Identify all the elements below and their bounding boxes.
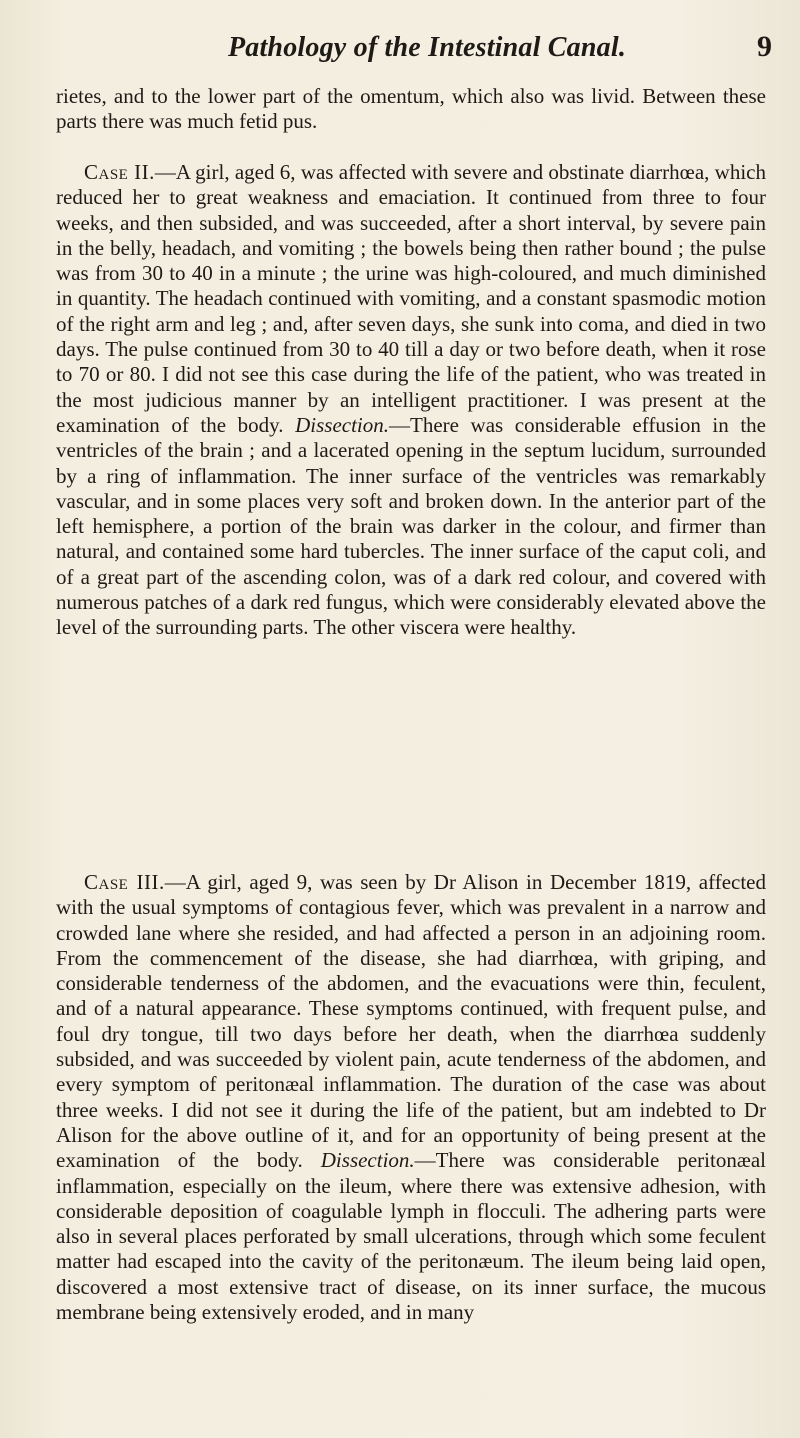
paragraph-case-3 xyxy=(56,870,766,1325)
case-2-dissection-label: Dissection. xyxy=(295,412,389,437)
paragraph-text: rietes, and to the lower part of the omentum, which also was livid. Between these parts there was much fetid pus. xyxy=(56,84,766,134)
case-2-label: Case II. xyxy=(84,160,155,184)
case-3-text-b: —There was considerable peritonæal inflammation, especially on the ileum, where there was extensive adhesion, with considerable deposition of coagulable lymph in flocculi. The adhering parts were also in several places perforated by small ulcerations, through which some feculent matter had escaped into the cavity of the peritonæum. The ileum being laid open, discovered a most extensive tract of disease, on its inner surface, the mucous membrane being extensively eroded, and in many xyxy=(56,1148,766,1325)
case-3-dissection-label: Dissection. xyxy=(320,1148,415,1173)
running-title: Pathology of the Intestinal Canal. xyxy=(227,32,627,63)
paragraph-continuation xyxy=(56,84,766,135)
case-3-text-a: —A girl, aged 9, was seen by Dr Alison in December 1819, affected with the usual symptoms of contagious fever, which was prevalent in a narrow and crowded lane where she resided, and had affected a person in an adjoining room. From the commencement of the disease, she had diarrhœa, with griping, and considerable tenderness of the abdomen, and the evacuations were thin, feculent, and of a natural appearance. These symptoms continued, with frequent pulse, and foul dry tongue, till two days before her death, when the diarrhœa suddenly subsided, and was succeeded by violent pain, acute tenderness of the abdomen, and every symptom of peritonæal inflammation. The duration of the case was about three weeks. I did not see it during the life of the patient, but am indebted to Dr Alison for the above outline of it, and for an opportunity of being present at the examination of the body. xyxy=(56,870,766,1173)
page-header xyxy=(112,28,772,68)
paragraph-case-2 xyxy=(56,160,766,641)
case-3-label: Case III. xyxy=(84,870,165,894)
case-2-text-a: —A girl, aged 6, was affected with severe and obstinate diarrhœa, which reduced her to great weakness and emaciation. It continued from three to four weeks, and then subsided, and was succeeded, after a short interval, by severe pain in the belly, headach, and vomiting ; the bowels being then rather bound ; the pulse was from 30 to 40 in a minute ; the urine was high-coloured, and much diminished in quantity. The headach continued with vomiting, and a constant spasmodic motion of the right arm and leg ; and, after seven days, she sunk into coma, and died in two days. The pulse continued from 30 to 40 till a day or two before death, when it rose to 70 or 80. I did not see this case during the life of the patient, who was treated in the most judicious manner by an intelligent practitioner. I was present at the examination of the body. xyxy=(56,160,766,437)
case-2-text xyxy=(56,160,766,641)
case-2-text-b: —There was considerable effusion in the ventricles of the brain ; and a lacerated opening in the septum lucidum, surrounded by a ring of inflammation. The inner surface of the ventricles was remarkably vascular, and in some places very soft and broken down. In the anterior part of the left hemisphere, a portion of the brain was darker in the colour, and firmer than natural, and contained some hard tubercles. The inner surface of the caput coli, and of a great part of the ascending colon, was of a dark red colour, and covered with numerous patches of a dark red fungus, which were considerably elevated above the level of the surrounding parts. The other viscera were healthy. xyxy=(56,412,766,640)
case-3-text xyxy=(56,870,766,1325)
page-number: 9 xyxy=(757,30,772,63)
